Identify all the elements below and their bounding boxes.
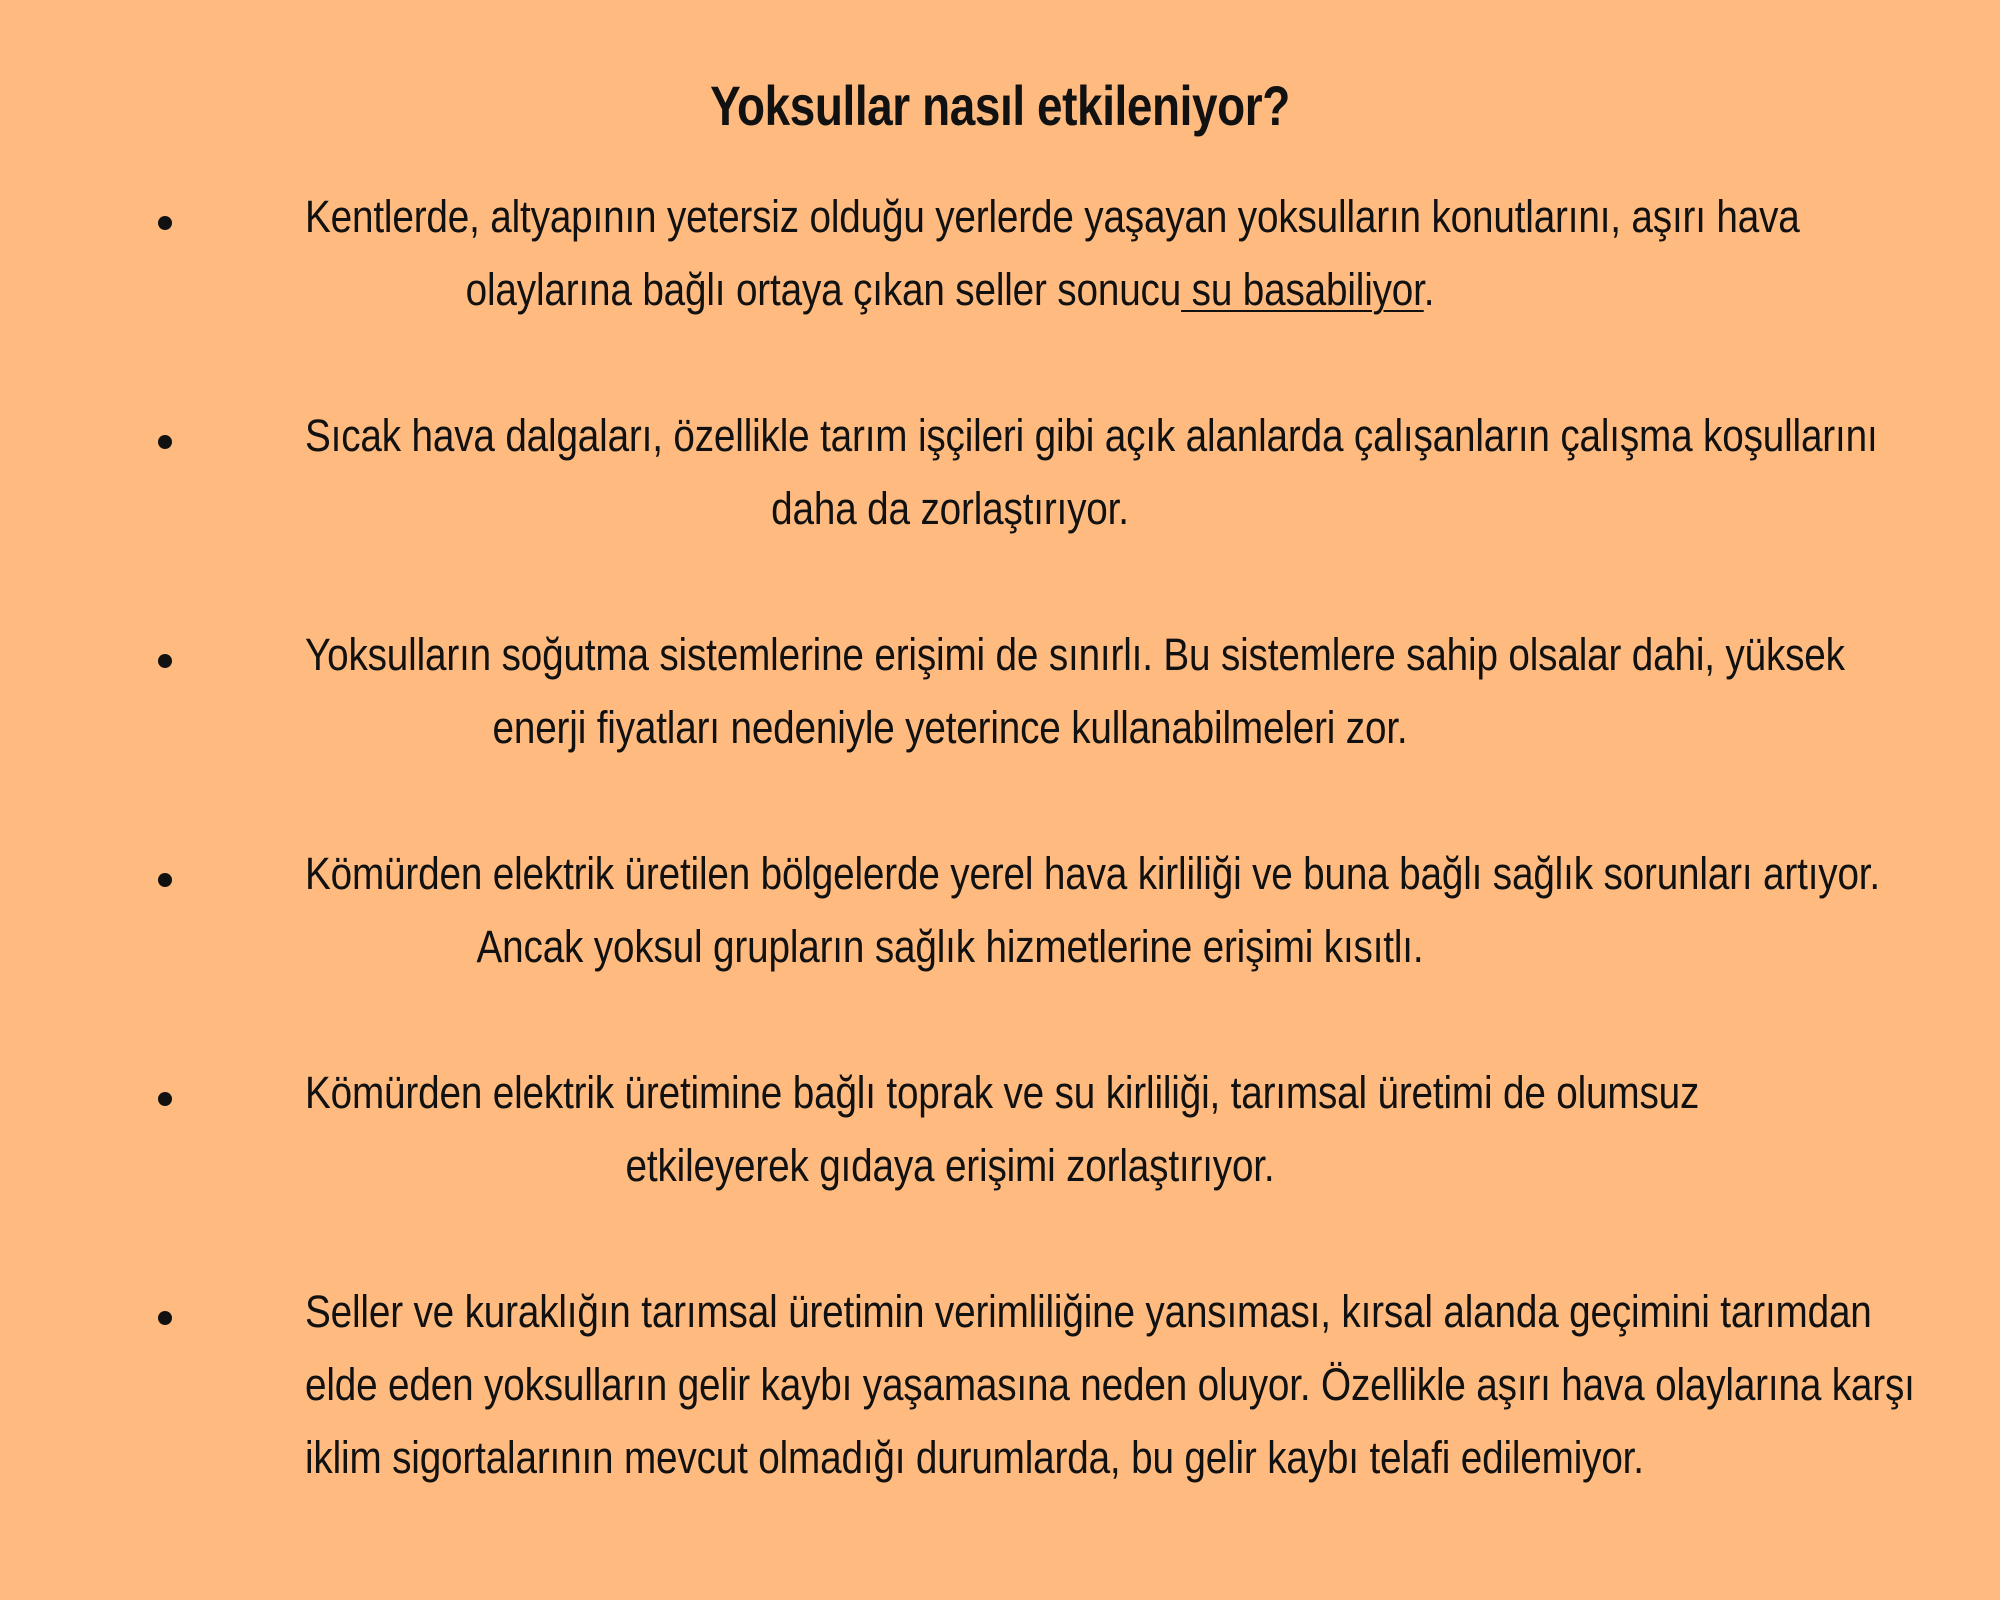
text-line: Seller ve kuraklığın tarımsal üretimin verimliliğine yansıması, kırsal alanda geçimini tarımdan <box>305 1286 1872 1337</box>
bullet-point-icon <box>158 435 172 449</box>
text-line: Kömürden elektrik üretimine bağlı toprak ve su kirliliği, tarımsal üretimi de olumsuz <box>305 1067 1700 1118</box>
text-fragment: . <box>1423 264 1435 315</box>
text-fragment: Kentlerde, altyapının yetersiz olduğu yerlerde yaşayan yoksulların konutlarını, aşırı hava <box>305 191 1800 242</box>
bullet-point-icon <box>158 1311 172 1325</box>
bullet-text <box>305 618 1845 764</box>
bullet-text <box>305 837 1880 983</box>
bullet-text <box>305 1056 1700 1202</box>
text-fragment: olaylarına bağlı ortaya çıkan seller sonucu <box>465 264 1182 315</box>
bullet-text <box>305 1275 1915 1494</box>
text-line <box>305 180 1800 253</box>
text-line <box>305 253 1595 326</box>
text-line: daha da zorlaştırıyor. <box>771 483 1129 534</box>
text-line: Sıcak hava dalgaları, özellikle tarım işçileri gibi açık alanlarda çalışanların çalışma koşullarını <box>305 410 1878 461</box>
su-basabiliyor-link[interactable]: su basabiliyor <box>1181 264 1424 315</box>
bullet-point-icon <box>158 1092 172 1106</box>
text-line: Yoksulların soğutma sistemlerine erişimi de sınırlı. Bu sistemlere sahip olsalar dahi, yüksek <box>305 629 1845 680</box>
bullet-point-icon <box>158 216 172 230</box>
bullet-point-icon <box>158 654 172 668</box>
text-line: iklim sigortalarının mevcut olmadığı durumlarda, bu gelir kaybı telafi edilemiyor. <box>305 1432 1644 1483</box>
text-line: elde eden yoksulların gelir kaybı yaşamasına neden oluyor. Özellikle aşırı hava olaylarına karşı <box>305 1359 1915 1410</box>
text-line: Kömürden elektrik üretilen bölgelerde yerel hava kirliliği ve buna bağlı sağlık sorunları artıyor. <box>305 848 1880 899</box>
text-line: etkileyerek gıdaya erişimi zorlaştırıyor. <box>625 1140 1275 1191</box>
text-line: Ancak yoksul grupların sağlık hizmetlerine erişimi kısıtlı. <box>476 921 1424 972</box>
bullet-text <box>305 180 1800 326</box>
bullet-text <box>305 399 1878 545</box>
bullet-point-icon <box>158 873 172 887</box>
text-line: enerji fiyatları nedeniyle yeterince kullanabilmeleri zor. <box>492 702 1408 753</box>
page-title: Yoksullar nasıl etkileniyor? <box>710 73 1290 137</box>
